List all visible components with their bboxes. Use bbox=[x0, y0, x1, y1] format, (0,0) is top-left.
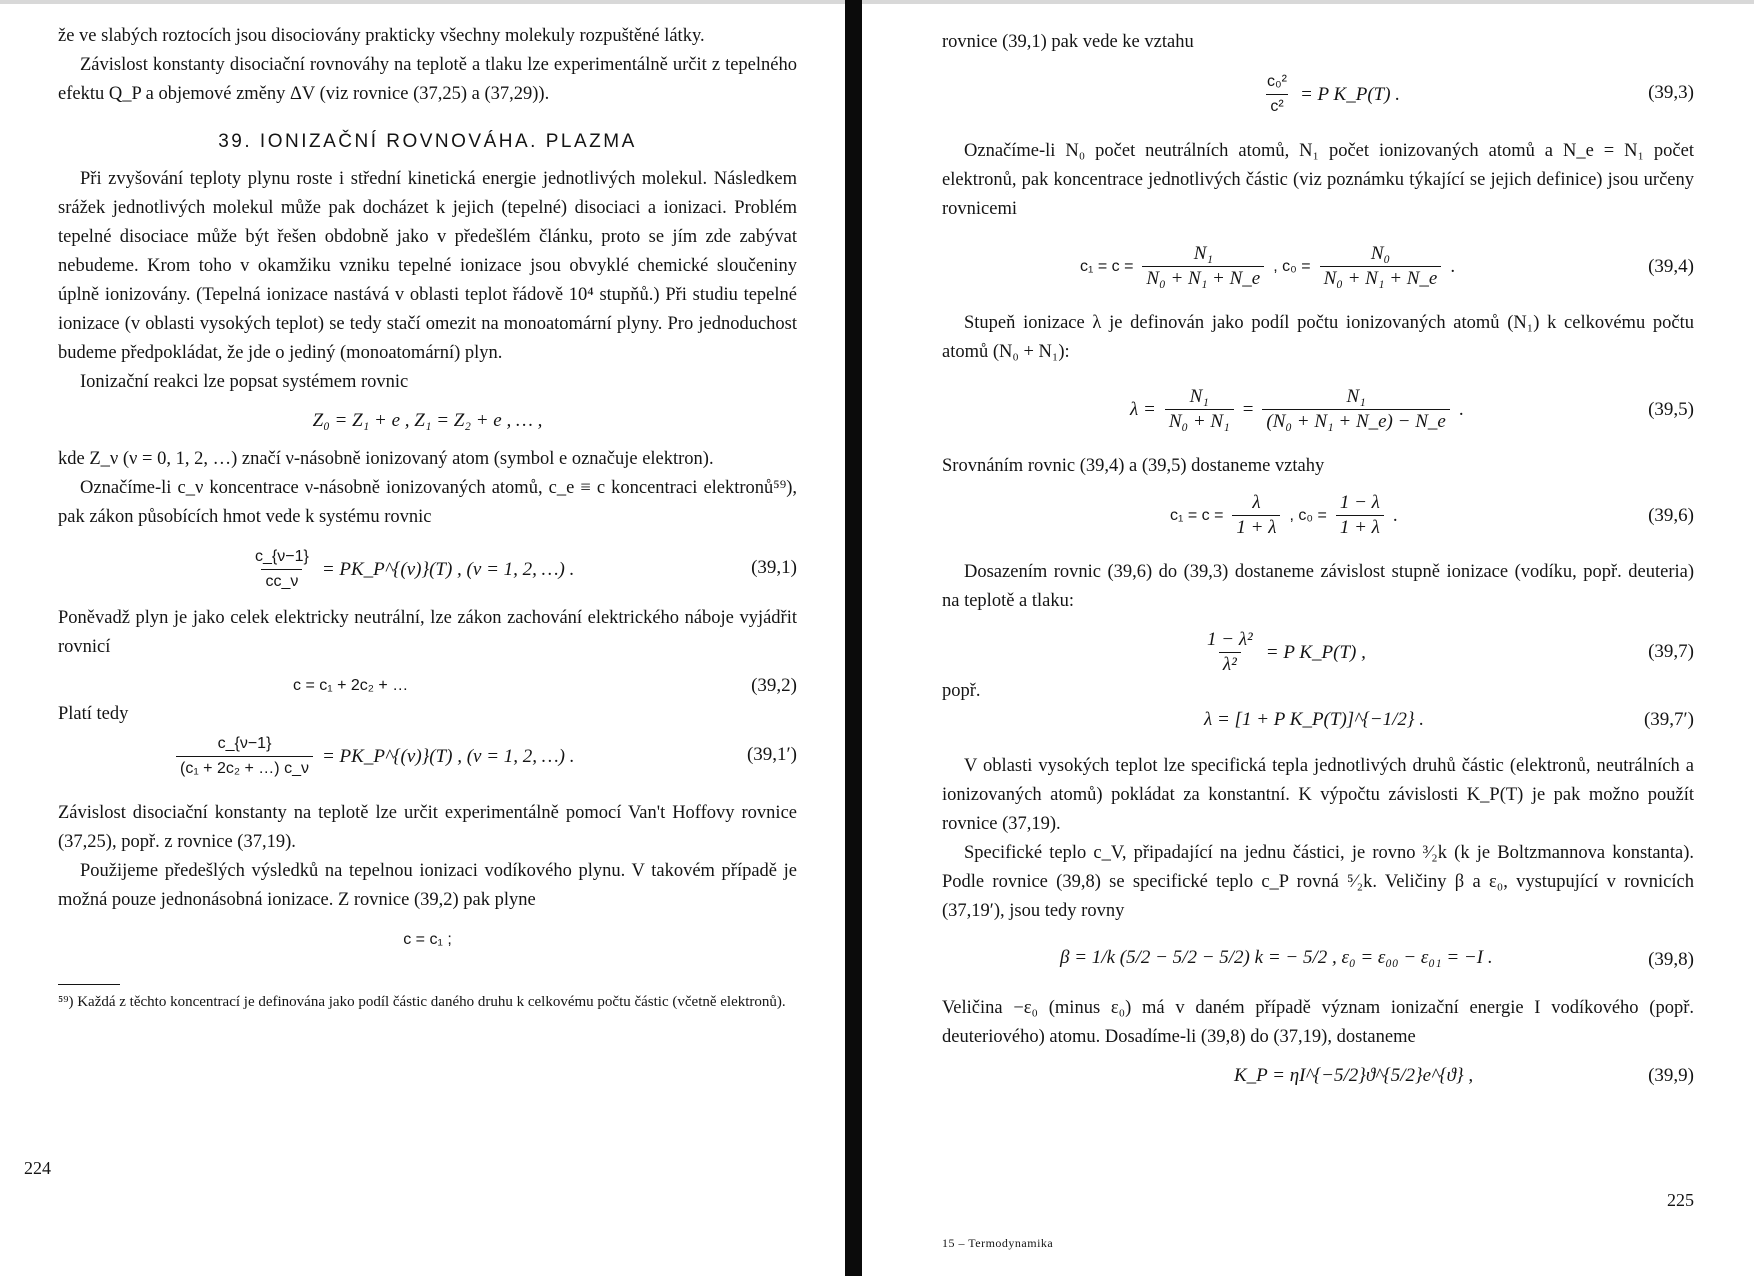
equation-39-1 bbox=[58, 542, 797, 594]
eq393-fraction bbox=[1263, 70, 1291, 119]
eq393-label: (39,3) bbox=[1648, 82, 1694, 103]
equation-39-7-prime bbox=[942, 706, 1694, 734]
eq397p-expr: λ = [1 + P K_P(T)]^{−1/2} . bbox=[1204, 709, 1424, 730]
paragraph-stupen: Stupeň ionizace λ je definován jako podíl počtu ionizovaných atomů (N₁) k celkovému počtu atomů (N₀ + N₁): bbox=[942, 313, 1694, 362]
eq396-fraction-1 bbox=[1232, 491, 1280, 540]
eq396-lhs2: , c₀ = bbox=[1289, 506, 1327, 524]
paragraph-zavislost-1: Závislost konstanty disociační rovnováhy na teplotě a tlaku lze experimentálně určit z tepelného efektu Q_P a objemové změny ΔV (viz rovnice (37,25) a (37,29)). bbox=[58, 55, 797, 104]
footnote-rule bbox=[58, 984, 120, 985]
paragraph-dosazenim: Dosazením rovnic (39,6) do (39,3) dostaneme závislost stupně ionizace (vodíku, popř. deuteria) na teplotě a tlaku: bbox=[942, 562, 1694, 611]
eq394-denominator-1: N₀ + N₁ + N_e bbox=[1142, 266, 1264, 291]
eq397p-label: (39,7′) bbox=[1643, 709, 1694, 730]
paragraph-ponevadz: Poněvadž plyn je jako celek elektricky neutrální, lze zákon zachování elektrického náboje vyjádřit rovnicí bbox=[58, 608, 797, 657]
paragraph-velicina: Veličina −ε₀ (minus ε₀) má v daném případě význam ionizační energie I vodíkového (popř. deuteriového) atomu. Dosadíme-li (39,8) do (37,19), dostaneme bbox=[942, 998, 1694, 1047]
eq396-end: . bbox=[1392, 504, 1398, 526]
right-page bbox=[862, 0, 1754, 1276]
eq395-lhs: λ = bbox=[1130, 398, 1156, 420]
eq394-end: . bbox=[1450, 255, 1456, 277]
eq396-numerator-1: λ bbox=[1252, 492, 1261, 513]
paragraph-srovnanim: Srovnáním rovnic (39,4) a (39,5) dostaneme vztahy bbox=[942, 456, 1325, 476]
eq397-fraction bbox=[1203, 628, 1257, 677]
section-heading: 39. IONIZAČNÍ ROVNOVÁHA. PLAZMA bbox=[218, 131, 637, 152]
paragraph-intro: Při zvyšování teploty plynu roste i střední kinetická energie jednotlivých molekul. Následkem srážek jednotlivých molekul může pak docházet k jejich (tepelné) disociaci a ionizaci. Problém tepelné disociace může být řešen obdobně jako v předešlém článku, proto se jím zde zabývat nebudeme. Krom toho v okamžiku vzniku tepelné ionizace jsou obvyklé chemické sloučeniny úplně ionizovány. (Tepelná ionizace nastává v oblasti teplot řádově 10⁴ stupňů.) Při studiu tepelné ionizace (v oblasti vysokých teplot) se tedy stačí omezit na monoatomární plyny. Pro jednoduchost budeme předpokládat, že jde o jediný (monoatomární) plyn. bbox=[58, 169, 797, 363]
paragraph-reakce: Ionizační reakci lze popsat systémem rovnic bbox=[80, 372, 409, 392]
paragraph-specificke: Specifické teplo c_V, připadající na jednu částici, je rovno ³⁄₂k (k je Boltzmannova konstanta). Podle rovnice (39,8) se specifické teplo c_P rovná ⁵⁄₂k. Veličiny β a ε₀, vystupující v rovnicích (37,19′), jsou tedy rovny bbox=[942, 843, 1694, 921]
eq399-label: (39,9) bbox=[1648, 1065, 1694, 1086]
eq393-rhs: = P K_P(T) . bbox=[1299, 83, 1401, 105]
eq397-numerator: 1 − λ² bbox=[1207, 629, 1253, 650]
paragraph-popr: popř. bbox=[942, 681, 981, 701]
eq394-lhs1: c₁ = c = bbox=[1080, 257, 1134, 275]
eq395-numerator-1: N₁ bbox=[1189, 386, 1209, 407]
eq399-expr: K_P = ηI^{−5/2}ϑ^{5/2}e^{ϑ} , bbox=[1234, 1065, 1474, 1086]
eq391-fraction bbox=[251, 545, 313, 594]
paragraph-top: že ve slabých roztocích jsou disociovány prakticky všechny molekuly rozpuštěné látky. bbox=[58, 26, 705, 46]
eq395-end: . bbox=[1458, 398, 1464, 420]
printer-signature: 15 – Termodynamika bbox=[942, 1236, 1054, 1250]
eq394-numerator-2: N₀ bbox=[1370, 243, 1391, 264]
paragraph-oblasti: V oblasti vysokých teplot lze specifická tepla jednotlivých druhů částic (elektronů, neutrálních a ionizovaných atomů) pokládat za konstantní. K výpočtu závislosti K_P(T) je pak možno použít rovnice (37,19). bbox=[942, 756, 1694, 834]
paragraph-oznacime: Označíme-li c_ν koncentrace ν-násobně ionizovaných atomů, c_e ≡ c koncentraci elektronů⁵⁹), pak zákon působících hmot vede k systému rovnic bbox=[58, 478, 797, 527]
eq397-label: (39,7) bbox=[1648, 640, 1694, 662]
book-gutter bbox=[845, 0, 862, 1276]
equation-39-6 bbox=[942, 491, 1694, 540]
equation-39-2 bbox=[58, 672, 797, 700]
eq391-label: (39,1) bbox=[751, 557, 797, 578]
paragraph-zavislost-2: Závislost disociační konstanty na teplotě lze určit experimentálně pomocí Van't Hoffovy rovnice (37,25), popř. z rovnice (37,19). bbox=[58, 803, 797, 852]
eq396-fraction-2 bbox=[1336, 491, 1384, 540]
eq395-label: (39,5) bbox=[1648, 398, 1694, 420]
eq395-denominator-2: (N₀ + N₁ + N_e) − N_e bbox=[1262, 409, 1449, 434]
left-page bbox=[0, 0, 845, 1276]
eq394-numerator-1: N₁ bbox=[1193, 243, 1213, 264]
paragraph-plati: Platí tedy bbox=[58, 704, 129, 724]
eq397-rhs: = P K_P(T) , bbox=[1265, 641, 1366, 663]
eq394-label: (39,4) bbox=[1648, 255, 1694, 277]
equation-c bbox=[58, 925, 797, 954]
eq398-expr: β = 1/k (5/2 − 5/2 − 5/2) k = − 5/2 , ε₀ = ε₀₀ − ε₀₁ = −I . bbox=[1060, 947, 1493, 968]
eq395-fraction-2 bbox=[1262, 385, 1449, 434]
eq391p-label: (39,1′) bbox=[746, 744, 797, 765]
page-number-left: 224 bbox=[24, 1158, 51, 1178]
eq395-denominator-1: N₀ + N₁ bbox=[1165, 409, 1234, 434]
eq395-mid: = bbox=[1242, 398, 1254, 420]
page-number-right: 225 bbox=[1667, 1190, 1694, 1210]
eq391p-fraction bbox=[176, 732, 313, 781]
eq393-numerator: c₀² bbox=[1267, 73, 1287, 90]
eq396-label: (39,6) bbox=[1648, 504, 1694, 526]
eq395-numerator-2: N₁ bbox=[1346, 386, 1366, 407]
eq395-fraction-1 bbox=[1165, 385, 1234, 434]
equation-39-9 bbox=[942, 1062, 1694, 1090]
eq394-fraction-1 bbox=[1142, 242, 1264, 291]
eq391p-denominator: (c₁ + 2c₂ + …) c_ν bbox=[176, 756, 313, 781]
equation-39-1-prime bbox=[58, 729, 797, 781]
eq392-label: (39,2) bbox=[751, 675, 797, 696]
eq396-denominator-2: 1 + λ bbox=[1336, 515, 1384, 540]
eq393-denominator: c² bbox=[1266, 94, 1287, 119]
footnote-59: ⁵⁹) Každá z těchto koncentrací je definována jako podíl částic daného druhu k celkovému počtu částic (včetně elektronů). bbox=[58, 994, 786, 1010]
paragraph-kde: kde Z_ν (ν = 0, 1, 2, …) značí ν-násobně ionizovaný atom (symbol e označuje elektron). bbox=[58, 449, 714, 469]
equation-c-text: c = c₁ ; bbox=[403, 931, 452, 948]
paragraph-oznacime-right: Označíme-li N₀ počet neutrálních atomů, N₁ počet ionizovaných atomů a N_e = N₁ počet elektronů, pak koncentrace jednotlivých částic (viz poznámku týkající se jejich definice) jsou určeny rovnicemi bbox=[942, 141, 1694, 219]
equation-39-5 bbox=[942, 385, 1694, 434]
equation-reakce-text: Z₀ = Z₁ + e , Z₁ = Z₂ + e , … , bbox=[312, 410, 543, 431]
eq396-denominator-1: 1 + λ bbox=[1232, 515, 1280, 540]
eq391-rhs: = PK_P^{(ν)}(T) , (ν = 1, 2, …) . bbox=[321, 558, 575, 580]
paragraph-rovnice: rovnice (39,1) pak vede ke vztahu bbox=[942, 32, 1194, 52]
eq394-denominator-2: N₀ + N₁ + N_e bbox=[1320, 266, 1442, 291]
equation-39-3 bbox=[942, 67, 1694, 119]
eq398-label: (39,8) bbox=[1648, 949, 1694, 970]
eq396-numerator-2: 1 − λ bbox=[1339, 492, 1380, 513]
paragraph-pouzijeme: Použijeme předešlých výsledků na tepelnou ionizaci vodíkového plynu. V takovém případě je možná pouze jednonásobná ionizace. Z rovnice (39,2) pak plyne bbox=[58, 861, 797, 910]
eq391p-numerator: c_{ν−1} bbox=[217, 735, 272, 752]
eq391p-rhs: = PK_P^{(ν)}(T) , (ν = 1, 2, …) . bbox=[321, 745, 575, 767]
eq391-denominator: cc_ν bbox=[261, 569, 302, 594]
eq394-fraction-2 bbox=[1320, 242, 1442, 291]
eq394-lhs2: , c₀ = bbox=[1273, 257, 1311, 275]
eq391-numerator: c_{ν−1} bbox=[255, 548, 309, 565]
eq397-denominator: λ² bbox=[1219, 652, 1241, 677]
eq392-expr: c = c₁ + 2c₂ + … bbox=[293, 677, 409, 694]
equation-39-8 bbox=[942, 944, 1694, 976]
equation-39-7 bbox=[942, 626, 1694, 677]
equation-reakce bbox=[58, 407, 797, 435]
equation-39-4 bbox=[942, 242, 1694, 291]
eq396-lhs1: c₁ = c = bbox=[1170, 506, 1224, 524]
